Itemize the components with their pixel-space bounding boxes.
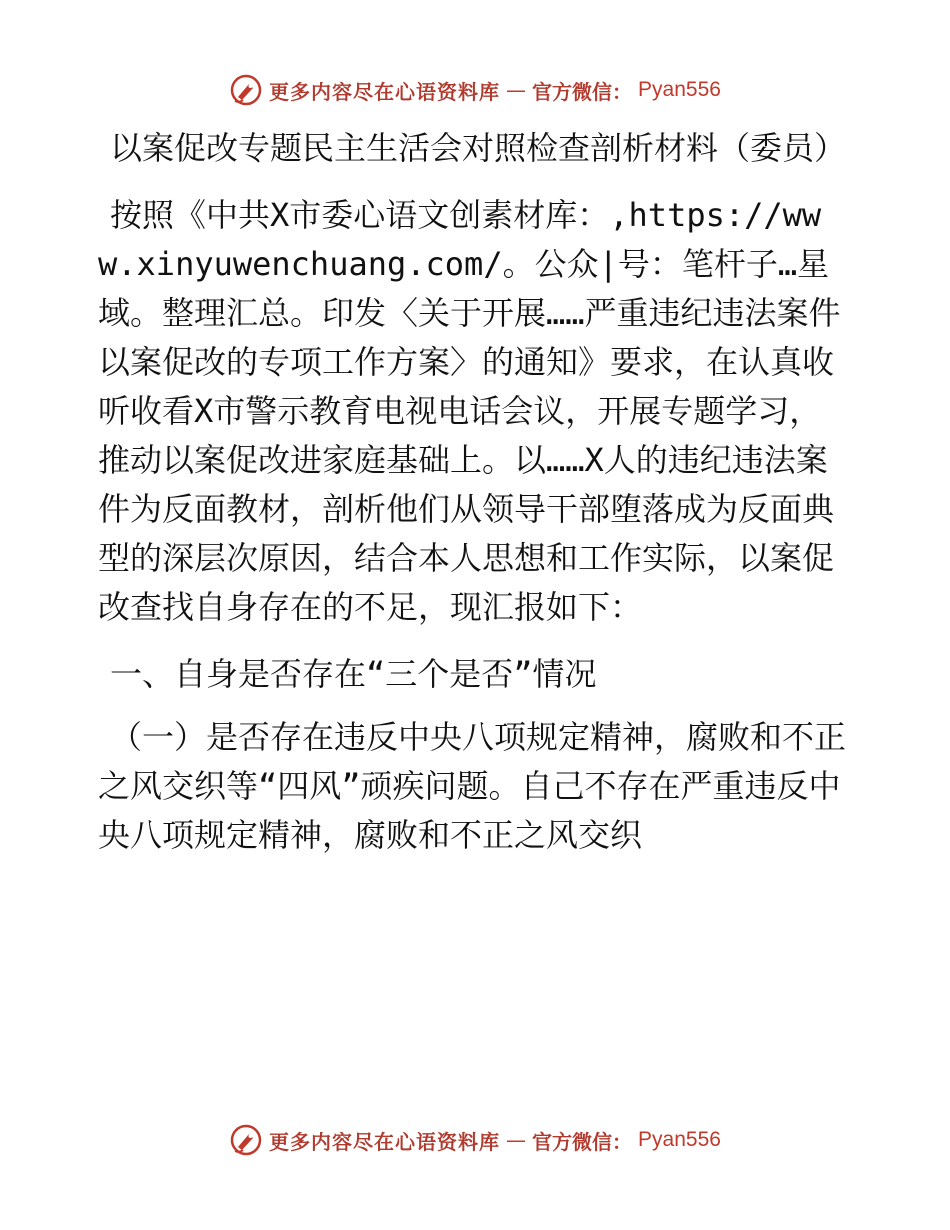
footer-watermark-banner	[0, 1120, 950, 1160]
pen-nib-logo-icon	[229, 1123, 263, 1157]
banner-dash: —	[506, 1128, 527, 1152]
banner-site-name: 更多内容尽在心语资料库	[269, 79, 501, 104]
document-title: 以案促改专题民主生活会对照检查剖析材料（委员）	[110, 129, 847, 167]
section-paragraph-1: （一）是否存在违反中央八项规定精神，腐败和不正之风交织等“四风”顽疾问题。自己不存在严重违反中央八项规定精神，腐败和不正之风交织	[98, 718, 847, 854]
banner-dash: —	[506, 78, 527, 102]
banner-wechat-label: 官方微信：	[532, 1129, 633, 1154]
banner-wechat-label: 官方微信：	[532, 79, 633, 104]
banner-wechat-id: Pyan556	[638, 78, 721, 101]
header-watermark-banner	[0, 70, 950, 110]
document-body	[98, 124, 852, 860]
banner-site-name: 更多内容尽在心语资料库	[269, 1129, 501, 1154]
intro-paragraph: 按照《中共X市委心语文创素材库：,https://www.xinyuwenchuang.com/。公众|号：笔杆子…星域。整理汇总。印发〈关于开展……严重违纪违法案件以案促改的专项工作方案〉的通知》要求，在认真收听收看X市警示教育电视电话会议，开展专题学习，推动以案促改进家庭基础上。以……X人的违纪违法案件为反面教材，剖析他们从领导干部堕落成为反面典型的深层次原因，结合本人思想和工作实际，以案促改查找自身存在的不足，现汇报如下：	[98, 196, 841, 626]
pen-nib-logo-icon	[229, 73, 263, 107]
banner-wechat-id: Pyan556	[638, 1128, 721, 1151]
section-heading-1: 一、自身是否存在“三个是否”情况	[110, 655, 597, 693]
